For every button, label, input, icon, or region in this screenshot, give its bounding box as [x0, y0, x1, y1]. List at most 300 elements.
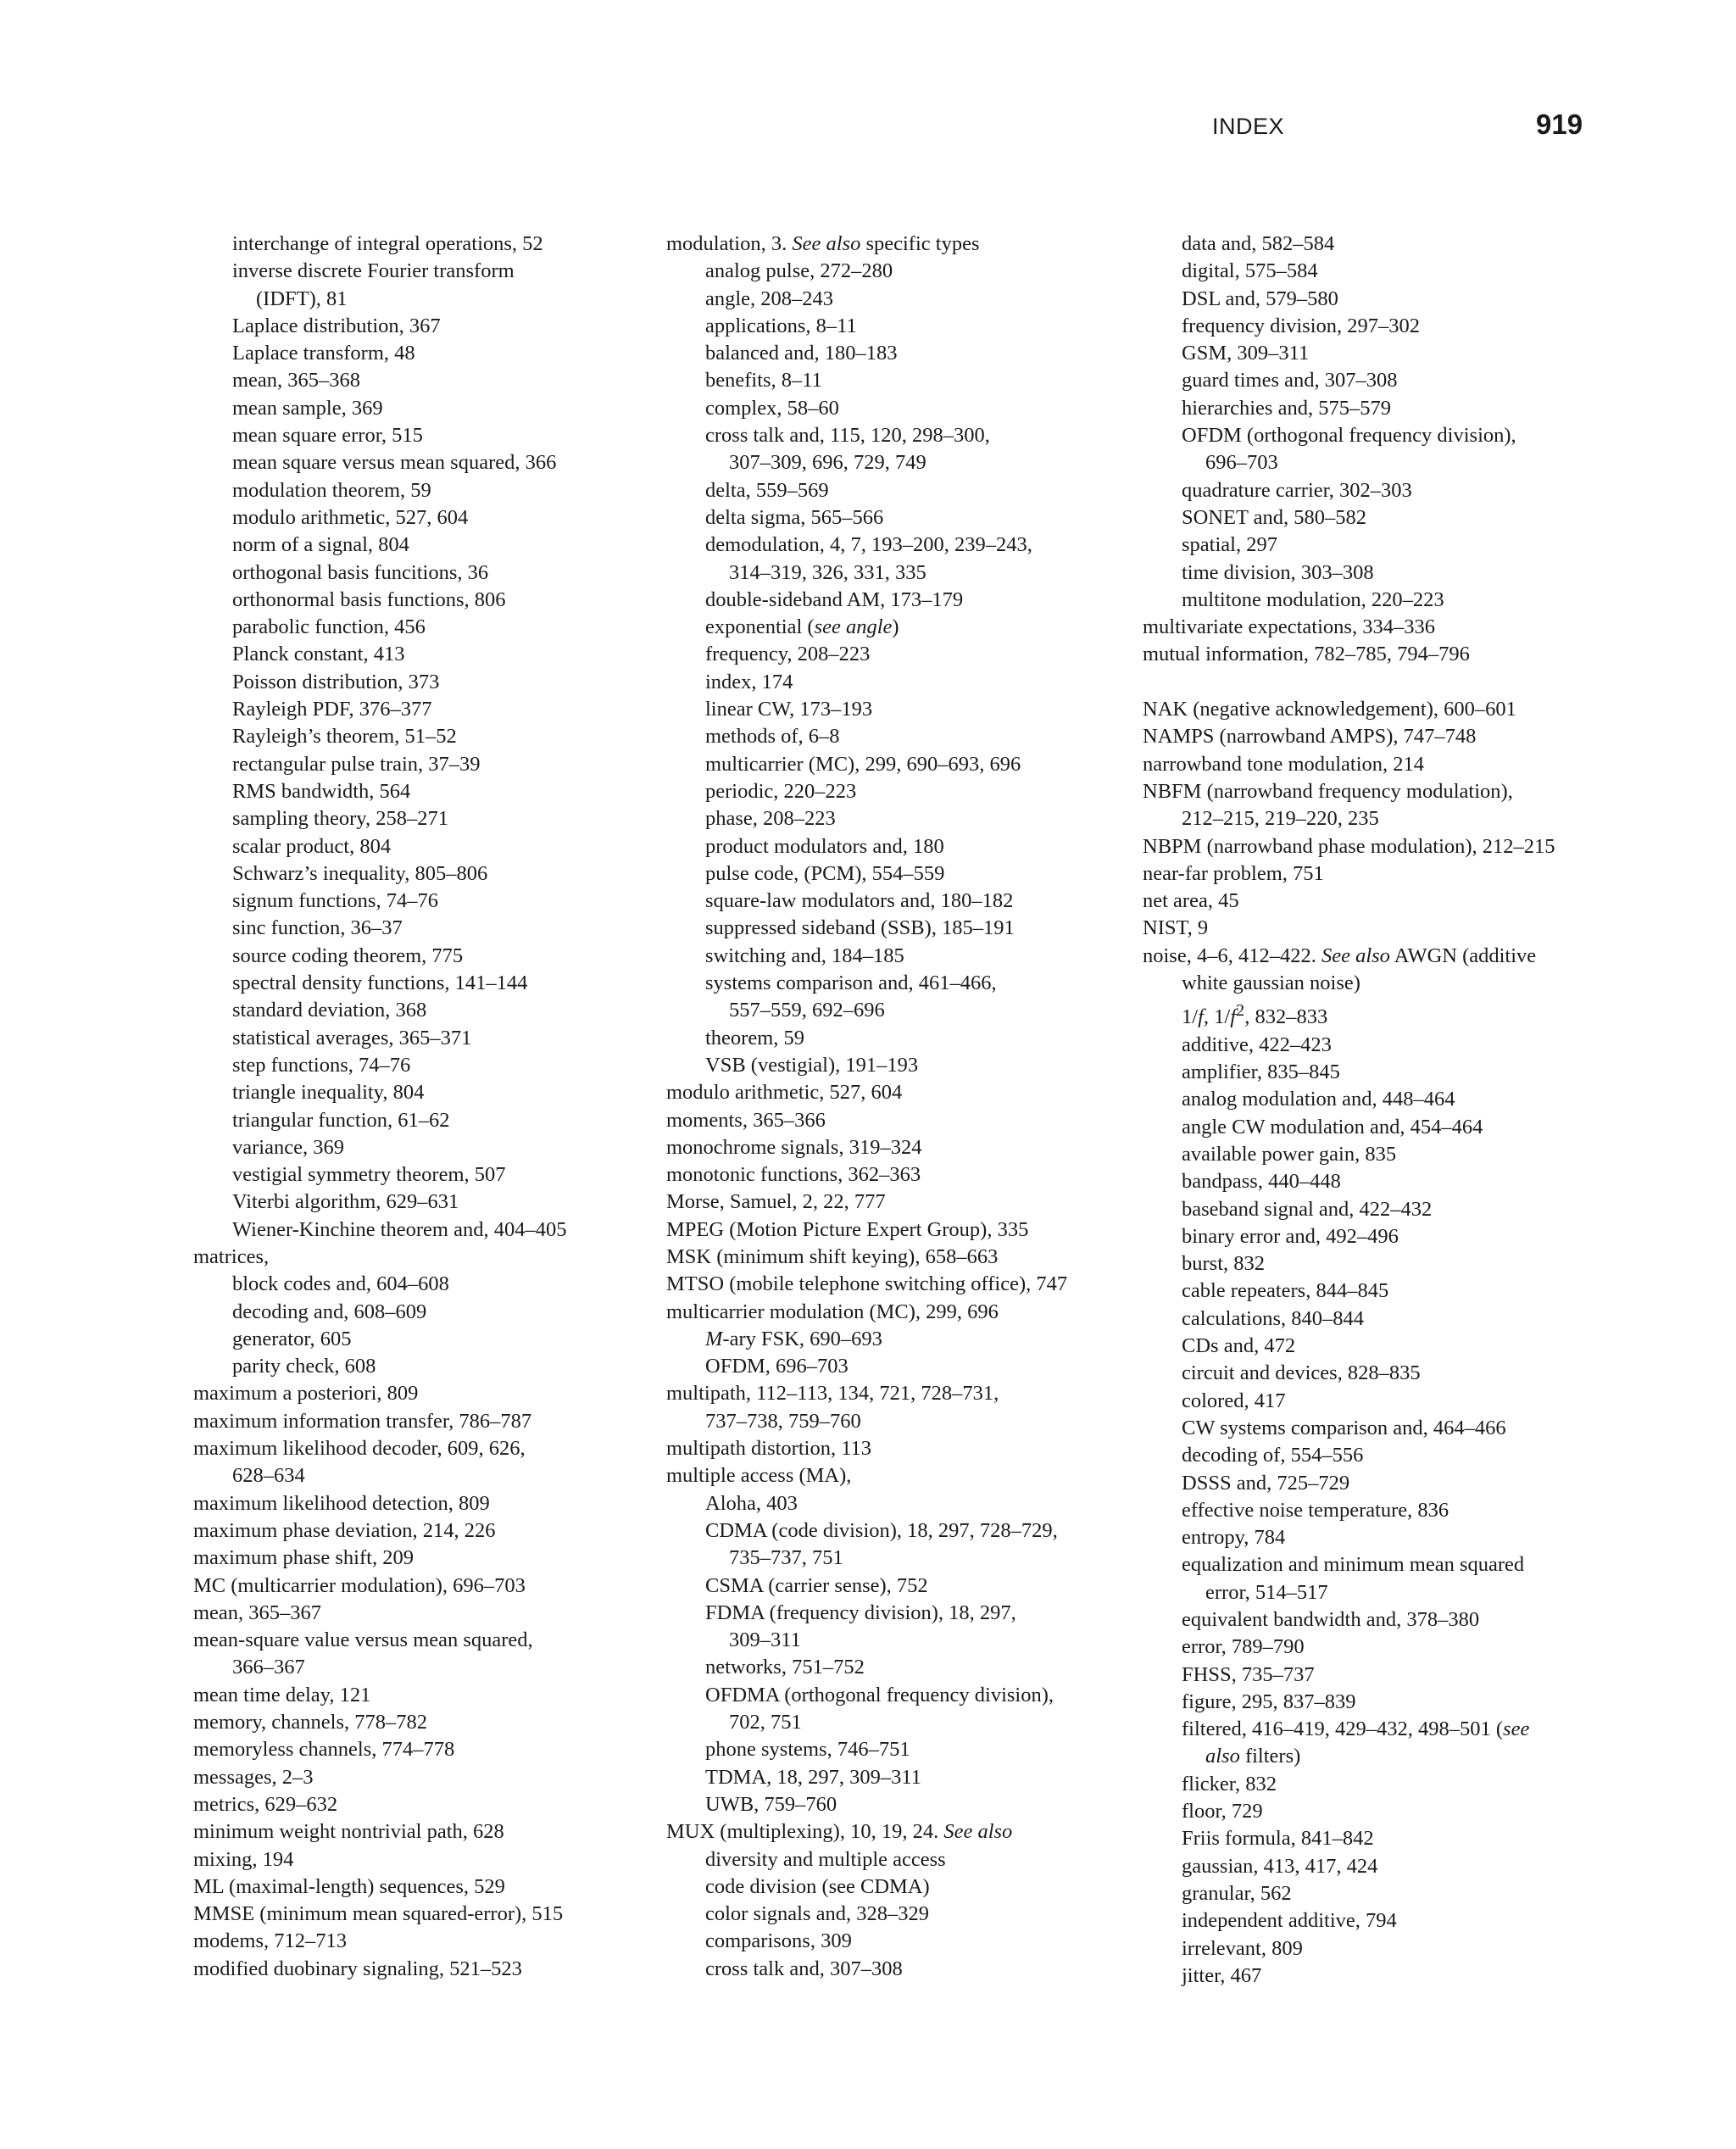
- entry-text: multipath distortion, 113: [666, 1437, 872, 1461]
- index-subentry: [193, 1052, 634, 1079]
- index-subentry: [1143, 477, 1617, 504]
- index-entry: [666, 1079, 1124, 1106]
- index-subentry: [193, 231, 634, 258]
- index-entry: [193, 1545, 634, 1572]
- index-subentry: [1143, 1168, 1617, 1195]
- index-subentry: [1143, 1415, 1617, 1442]
- index-subentry: [1143, 1662, 1617, 1689]
- index-subentry: [666, 560, 1124, 587]
- entry-text: OFDMA (orthogonal frequency division),: [705, 1683, 1054, 1706]
- entry-text: Rayleigh’s theorem, 51–52: [232, 725, 457, 749]
- entry-text: MUX (multiplexing), 10, 19, 24.: [666, 1820, 944, 1844]
- entry-text: suppressed sideband (SSB), 185–191: [705, 916, 1015, 940]
- entry-text: exponential (: [705, 615, 815, 639]
- index-subentry: [1143, 1470, 1617, 1497]
- index-entry: [1143, 970, 1617, 997]
- entry-text: maximum phase deviation, 214, 226: [193, 1518, 496, 1542]
- entry-text: effective noise temperature, 836: [1182, 1498, 1449, 1522]
- entry-text: 737–738, 759–760: [705, 1409, 861, 1433]
- entry-text: available power gain, 835: [1182, 1142, 1397, 1166]
- entry-text: Rayleigh PDF, 376–377: [232, 698, 432, 721]
- entry-text: product modulators and, 180: [705, 834, 944, 858]
- index-subentry: [193, 1299, 634, 1326]
- index-subentry: [1143, 1388, 1617, 1415]
- index-entry: [666, 231, 1124, 258]
- index-entry: [193, 1517, 634, 1545]
- entry-text: binary error and, 492–496: [1182, 1224, 1399, 1248]
- entry-text: CDs and, 472: [1182, 1334, 1296, 1358]
- index-subentry: [193, 915, 634, 942]
- index-subentry: [666, 696, 1124, 723]
- entry-text: error, 789–790: [1182, 1635, 1305, 1659]
- index-subentry: [1143, 1798, 1617, 1825]
- entry-text: 1/: [1182, 1005, 1199, 1029]
- entry-text: parity check, 608: [232, 1355, 376, 1378]
- index-entry: [193, 1928, 634, 1955]
- entry-text: equalization and minimum mean squared: [1182, 1553, 1525, 1577]
- index-subentry: [1143, 1634, 1617, 1661]
- index-subentry: [1143, 1524, 1617, 1551]
- index-entry: [193, 1573, 634, 1600]
- entry-text: decoding and, 608–609: [232, 1300, 427, 1323]
- entry-text: cable repeaters, 844–845: [1182, 1279, 1389, 1303]
- entry-text: cross talk and, 307–308: [705, 1957, 903, 1980]
- entry-text: double-sideband AM, 173–179: [705, 587, 964, 611]
- index-subentry: [1143, 532, 1617, 559]
- entry-text: granular, 562: [1182, 1881, 1292, 1905]
- index-entry: [193, 1600, 634, 1627]
- index-entry: [666, 1462, 1124, 1489]
- entry-text: analog modulation and, 448–464: [1182, 1088, 1455, 1111]
- entry-text: phase, 208–223: [705, 807, 836, 831]
- index-subentry: [1143, 1935, 1617, 1962]
- index-subentry: [193, 340, 634, 367]
- entry-text: maximum information transfer, 786–787: [193, 1409, 532, 1433]
- index-subentry: [666, 805, 1124, 832]
- entry-text: pulse code, (PCM), 554–559: [705, 861, 945, 885]
- entry-text: balanced and, 180–183: [705, 342, 898, 365]
- index-subentry: [666, 340, 1124, 367]
- index-subentry: [1143, 422, 1617, 449]
- index-subentry: [1143, 1825, 1617, 1852]
- entry-text: orthonormal basis functions, 806: [232, 587, 506, 611]
- entry-text: Viterbi algorithm, 629–631: [232, 1190, 459, 1214]
- index-entry: [666, 1818, 1124, 1846]
- entry-text: source coding theorem, 775: [232, 944, 464, 967]
- entry-text: parabolic function, 456: [232, 615, 426, 639]
- entry-text: hierarchies and, 575–579: [1182, 396, 1391, 420]
- index-subentry: [666, 1928, 1124, 1955]
- index-entry: [1143, 943, 1617, 970]
- index-subentry: [666, 504, 1124, 532]
- entry-text: memoryless channels, 774–778: [193, 1738, 455, 1762]
- index-subentry: [666, 1052, 1124, 1079]
- index-subentry: [1143, 258, 1617, 285]
- index-subentry: [666, 943, 1124, 970]
- index-entry: [193, 1408, 634, 1435]
- entry-text: modems, 712–713: [193, 1929, 348, 1953]
- entry-text: quadrature carrier, 302–303: [1182, 478, 1412, 502]
- entry-text: periodic, 220–223: [705, 779, 857, 803]
- index-subentry: [666, 1709, 1124, 1736]
- index-subentry: [666, 1573, 1124, 1600]
- index-subentry: [1143, 1333, 1617, 1360]
- index-subentry: [666, 833, 1124, 860]
- index-subentry: [666, 532, 1124, 559]
- index-subentry: [193, 751, 634, 778]
- index-subentry: [193, 532, 634, 559]
- entry-text: flicker, 832: [1182, 1772, 1277, 1795]
- index-entry: [1143, 805, 1617, 832]
- index-subentry: [1143, 1442, 1617, 1469]
- entry-text: monotonic functions, 362–363: [666, 1163, 921, 1187]
- entry-text: NIST, 9: [1143, 916, 1209, 940]
- index-subentry: [193, 805, 634, 832]
- index-subentry: [193, 1025, 634, 1052]
- index-subentry: [193, 1189, 634, 1216]
- index-subentry: [193, 1271, 634, 1298]
- entry-text: cross talk and, 115, 120, 298–300,: [705, 424, 990, 448]
- entry-text: NAK (negative acknowledgement), 600–601: [1143, 698, 1516, 721]
- entry-text: CSMA (carrier sense), 752: [705, 1573, 928, 1597]
- entry-text: Poisson distribution, 373: [232, 670, 440, 693]
- index-subentry: [666, 1545, 1124, 1572]
- entry-text: modulation, 3.: [666, 232, 793, 255]
- index-subentry: [666, 1627, 1124, 1654]
- entry-text: TDMA, 18, 297, 309–311: [705, 1765, 921, 1789]
- entry-text: OFDM (orthogonal frequency division),: [1182, 424, 1516, 448]
- index-subentry: [193, 286, 634, 313]
- entry-text: Schwarz’s inequality, 805–806: [232, 861, 488, 885]
- running-header: [0, 109, 1736, 159]
- index-subentry: [193, 669, 634, 696]
- index-subentry: [193, 833, 634, 860]
- index-subentry: [193, 587, 634, 614]
- entry-text: memory, channels, 778–782: [193, 1711, 428, 1734]
- index-entry: [1143, 614, 1617, 641]
- entry-text: multitone modulation, 220–223: [1182, 587, 1444, 611]
- entry-text: independent additive, 794: [1182, 1909, 1397, 1933]
- index-entry: [193, 1682, 634, 1709]
- index-subentry: [666, 997, 1124, 1024]
- index-subentry: [1143, 587, 1617, 614]
- entry-text: 212–215, 219–220, 235: [1182, 807, 1379, 831]
- entry-text: maximum a posteriori, 809: [193, 1382, 419, 1406]
- entry-text: amplifier, 835–845: [1182, 1061, 1340, 1084]
- index-subentry: [193, 504, 634, 532]
- entry-text: index, 174: [705, 670, 793, 693]
- entry-text: systems comparison and, 461–466,: [705, 972, 997, 995]
- entry-text: mean square error, 515: [232, 424, 423, 448]
- index-subentry: [1143, 1032, 1617, 1059]
- index-entry: [1143, 751, 1617, 778]
- index-subentry: [1143, 1196, 1617, 1223]
- entry-text: frequency division, 297–302: [1182, 314, 1421, 337]
- entry-text: DSSS and, 725–729: [1182, 1471, 1350, 1495]
- entry-text: time division, 303–308: [1182, 560, 1374, 584]
- index-subentry: [1143, 1141, 1617, 1168]
- index-subentry: [666, 1654, 1124, 1681]
- index-subentry: [1143, 1278, 1617, 1305]
- index-subentry: [1143, 231, 1617, 258]
- entry-text: digital, 575–584: [1182, 259, 1318, 283]
- index-subentry: [666, 1517, 1124, 1545]
- entry-text: CW systems comparison and, 464–466: [1182, 1416, 1506, 1439]
- index-subentry: [193, 860, 634, 888]
- entry-text: standard deviation, 368: [232, 999, 427, 1022]
- index-entry: [666, 1161, 1124, 1189]
- entry-text: entropy, 784: [1182, 1526, 1286, 1550]
- index-subentry: [666, 1490, 1124, 1517]
- entry-text: linear CW, 173–193: [705, 698, 873, 721]
- entry-text: color signals and, 328–329: [705, 1902, 930, 1926]
- entry-text: norm of a signal, 804: [232, 533, 409, 557]
- entry-text: noise, 4–6, 412–422.: [1143, 944, 1321, 967]
- entry-text: modified duobinary signaling, 521–523: [193, 1957, 522, 1980]
- entry-text: generator, 605: [232, 1327, 352, 1350]
- entry-text: 1/: [1209, 1005, 1231, 1029]
- entry-text: theorem, 59: [705, 1026, 805, 1049]
- entry-text: CDMA (code division), 18, 297, 728–729,: [705, 1518, 1058, 1542]
- index-entry: [193, 1627, 634, 1654]
- index-subentry: [193, 313, 634, 340]
- section-title: INDEX: [1212, 114, 1285, 139]
- entry-text: 309–311: [729, 1628, 801, 1652]
- entry-text: ): [892, 615, 899, 639]
- entry-italic-text: f: [1230, 1005, 1236, 1029]
- index-subentry: [666, 778, 1124, 805]
- index-entry: [193, 1244, 634, 1271]
- index-subentry: [666, 1326, 1124, 1353]
- entry-text: 314–319, 326, 331, 335: [729, 560, 926, 584]
- index-entry: [666, 1134, 1124, 1161]
- index-subentry: [193, 614, 634, 641]
- entry-text: signum functions, 74–76: [232, 889, 438, 913]
- index-subentry: [666, 422, 1124, 449]
- index-subentry: [666, 1873, 1124, 1901]
- entry-text: SONET and, 580–582: [1182, 505, 1366, 529]
- entry-text: rectangular pulse train, 37–39: [232, 752, 481, 776]
- index-subentry: [1143, 1250, 1617, 1278]
- index-subentry: [1143, 367, 1617, 394]
- entry-text: metrics, 629–632: [193, 1792, 338, 1816]
- entry-text: Aloha, 403: [705, 1491, 798, 1515]
- entry-text: ML (maximal-length) sequences, 529: [193, 1874, 505, 1898]
- entry-text: angle CW modulation and, 454–464: [1182, 1115, 1483, 1139]
- index-subentry: [666, 313, 1124, 340]
- index-subentry: [193, 395, 634, 422]
- entry-text: -ary FSK, 690–693: [722, 1327, 882, 1350]
- entry-text: delta, 559–569: [705, 478, 829, 502]
- index-entry: [1143, 696, 1617, 723]
- index-subentry: [666, 449, 1124, 476]
- index-subentry: [666, 1956, 1124, 1983]
- index-subentry: [1143, 1907, 1617, 1935]
- index-subentry: [666, 723, 1124, 750]
- entry-text: frequency, 208–223: [705, 643, 871, 666]
- index-subentry: [1143, 1497, 1617, 1524]
- entry-text: calculations, 840–844: [1182, 1306, 1365, 1330]
- index-subentry: [666, 860, 1124, 888]
- entry-text: specific types: [860, 232, 980, 255]
- index-entry: [193, 1736, 634, 1763]
- index-subentry: [193, 1353, 634, 1380]
- entry-text: net area, 45: [1143, 889, 1239, 913]
- index-subentry: [193, 970, 634, 997]
- index-subentry: [666, 1600, 1124, 1627]
- index-subentry: [193, 1107, 634, 1134]
- index-entry: [666, 1380, 1124, 1407]
- entry-italic-text: M: [705, 1327, 723, 1350]
- index-subentry: [1143, 1086, 1617, 1113]
- entry-text: 735–737, 751: [729, 1546, 843, 1570]
- index-subentry: [666, 286, 1124, 313]
- index-entry: [666, 1216, 1124, 1244]
- entry-text: mean time delay, 121: [193, 1683, 371, 1706]
- entry-text: UWB, 759–760: [705, 1792, 837, 1816]
- entry-text: MMSE (minimum mean squared-error), 515: [193, 1902, 564, 1926]
- index-entry: [193, 1490, 634, 1517]
- index-subentry: [193, 997, 634, 1024]
- index-subentry: [1143, 1114, 1617, 1141]
- entry-text: NBFM (narrowband frequency modulation),: [1143, 779, 1513, 803]
- entry-text: mean square versus mean squared, 366: [232, 451, 557, 475]
- entry-text: MTSO (mobile telephone switching office), 747: [666, 1272, 1068, 1296]
- index-subentry: [1143, 1306, 1617, 1333]
- entry-text: burst, 832: [1182, 1252, 1265, 1276]
- index-subentry: [666, 669, 1124, 696]
- index-subentry: [666, 1736, 1124, 1763]
- entry-text: multicarrier modulation (MC), 299, 696: [666, 1300, 999, 1323]
- index-subentry: [193, 367, 634, 394]
- index-subentry: [666, 395, 1124, 422]
- index-entry: [1143, 833, 1617, 860]
- entry-text: matrices,: [193, 1244, 270, 1268]
- index-subentry: [1143, 560, 1617, 587]
- entry-text: equivalent bandwidth and, 378–380: [1182, 1608, 1480, 1631]
- entry-italic-text: See also: [1321, 944, 1390, 967]
- index-subentry: [666, 587, 1124, 614]
- entry-text: monochrome signals, 319–324: [666, 1135, 922, 1159]
- entry-text: circuit and devices, 828–835: [1182, 1361, 1421, 1385]
- index-subentry: [666, 1025, 1124, 1052]
- index-column-1: [193, 231, 634, 1983]
- entry-text: spectral density functions, 141–144: [232, 972, 528, 995]
- entry-text: guard times and, 307–308: [1182, 369, 1398, 392]
- index-subentry: [1143, 1716, 1617, 1743]
- letter-group-gap: [1143, 669, 1617, 696]
- entry-text: phone systems, 746–751: [705, 1738, 910, 1762]
- entry-text: Laplace distribution, 367: [232, 314, 441, 337]
- index-subentry: [193, 1161, 634, 1189]
- entry-text: (IDFT), 81: [256, 287, 348, 310]
- index-entry: [193, 1846, 634, 1873]
- entry-text: Planck constant, 413: [232, 643, 405, 666]
- entry-text: mutual information, 782–785, 794–796: [1143, 643, 1470, 666]
- entry-text: applications, 8–11: [705, 314, 857, 337]
- index-entry: [193, 1380, 634, 1407]
- index-entry: [193, 1709, 634, 1736]
- index-subentry: [1143, 1880, 1617, 1907]
- entry-text: switching and, 184–185: [705, 944, 904, 967]
- index-subentry: [666, 915, 1124, 942]
- index-subentry: [1143, 1606, 1617, 1634]
- index-entry: [1143, 778, 1617, 805]
- entry-text: FHSS, 735–737: [1182, 1662, 1315, 1686]
- entry-text: maximum phase shift, 209: [193, 1546, 414, 1570]
- entry-text: 696–703: [1205, 451, 1278, 475]
- index-entry: [193, 1818, 634, 1846]
- entry-text: modulation theorem, 59: [232, 478, 431, 502]
- index-entry: [1143, 860, 1617, 888]
- entry-text: mean-square value versus mean squared,: [193, 1628, 533, 1652]
- entry-text: step functions, 74–76: [232, 1053, 411, 1077]
- index-entry: [193, 1956, 634, 1983]
- entry-text: filters): [1239, 1745, 1301, 1768]
- index-entry: [666, 1107, 1124, 1134]
- entry-text: MPEG (Motion Picture Expert Group), 335: [666, 1217, 1029, 1241]
- index-subentry: [1143, 449, 1617, 476]
- entry-text: multiple access (MA),: [666, 1464, 852, 1488]
- index-entry: [666, 1435, 1124, 1462]
- index-subentry: [1143, 1059, 1617, 1086]
- index-subentry: [1143, 504, 1617, 532]
- entry-text: modulo arithmetic, 527, 604: [232, 505, 469, 529]
- entry-italic-text: f,: [1198, 1005, 1209, 1029]
- index-entry: [666, 1271, 1124, 1298]
- index-subentry: [193, 696, 634, 723]
- entry-text: 628–634: [232, 1464, 305, 1488]
- entry-italic-text: see angle: [814, 615, 893, 639]
- entry-text: messages, 2–3: [193, 1765, 314, 1789]
- index-subentry: [1143, 286, 1617, 313]
- entry-text: code division (see CDMA): [705, 1874, 930, 1898]
- index-entry: [666, 1189, 1124, 1216]
- entry-text: narrowband tone modulation, 214: [1143, 752, 1425, 776]
- entry-text: jitter, 467: [1182, 1963, 1262, 1987]
- entry-italic-text: see: [1503, 1718, 1530, 1741]
- entry-text: variance, 369: [232, 1135, 344, 1159]
- entry-text: mean, 365–368: [232, 369, 361, 392]
- entry-italic-text: also: [1205, 1745, 1240, 1768]
- index-subentry: [1143, 340, 1617, 367]
- entry-text: 702, 751: [729, 1711, 802, 1734]
- entry-text: analog pulse, 272–280: [705, 259, 893, 283]
- entry-text: delta sigma, 565–566: [705, 505, 884, 529]
- entry-text: benefits, 8–11: [705, 369, 822, 392]
- entry-text: Wiener-Kinchine theorem and, 404–405: [232, 1217, 567, 1241]
- entry-text: inverse discrete Fourier transform: [232, 259, 515, 283]
- entry-text: Morse, Samuel, 2, 22, 777: [666, 1190, 886, 1214]
- entry-text: 366–367: [232, 1656, 305, 1679]
- entry-text: multivariate expectations, 334–336: [1143, 615, 1435, 639]
- entry-text: orthogonal basis funcitions, 36: [232, 560, 489, 584]
- index-entry: [193, 1462, 634, 1489]
- index-subentry: [666, 477, 1124, 504]
- index-subentry: [1143, 1771, 1617, 1798]
- index-subentry: [193, 422, 634, 449]
- entry-text: multicarrier (MC), 299, 690–693, 696: [705, 752, 1021, 776]
- index-entry: [1143, 723, 1617, 750]
- index-subentry: [1143, 1551, 1617, 1578]
- index-subentry: [1143, 1689, 1617, 1716]
- index-entry: [1143, 641, 1617, 668]
- entry-text: filtered, 416–419, 429–432, 498–501 (: [1182, 1718, 1504, 1741]
- entry-text: triangle inequality, 804: [232, 1081, 425, 1105]
- entry-text: white gaussian noise): [1182, 972, 1360, 995]
- entry-text: modulo arithmetic, 527, 604: [666, 1081, 903, 1105]
- index-subentry: [1143, 313, 1617, 340]
